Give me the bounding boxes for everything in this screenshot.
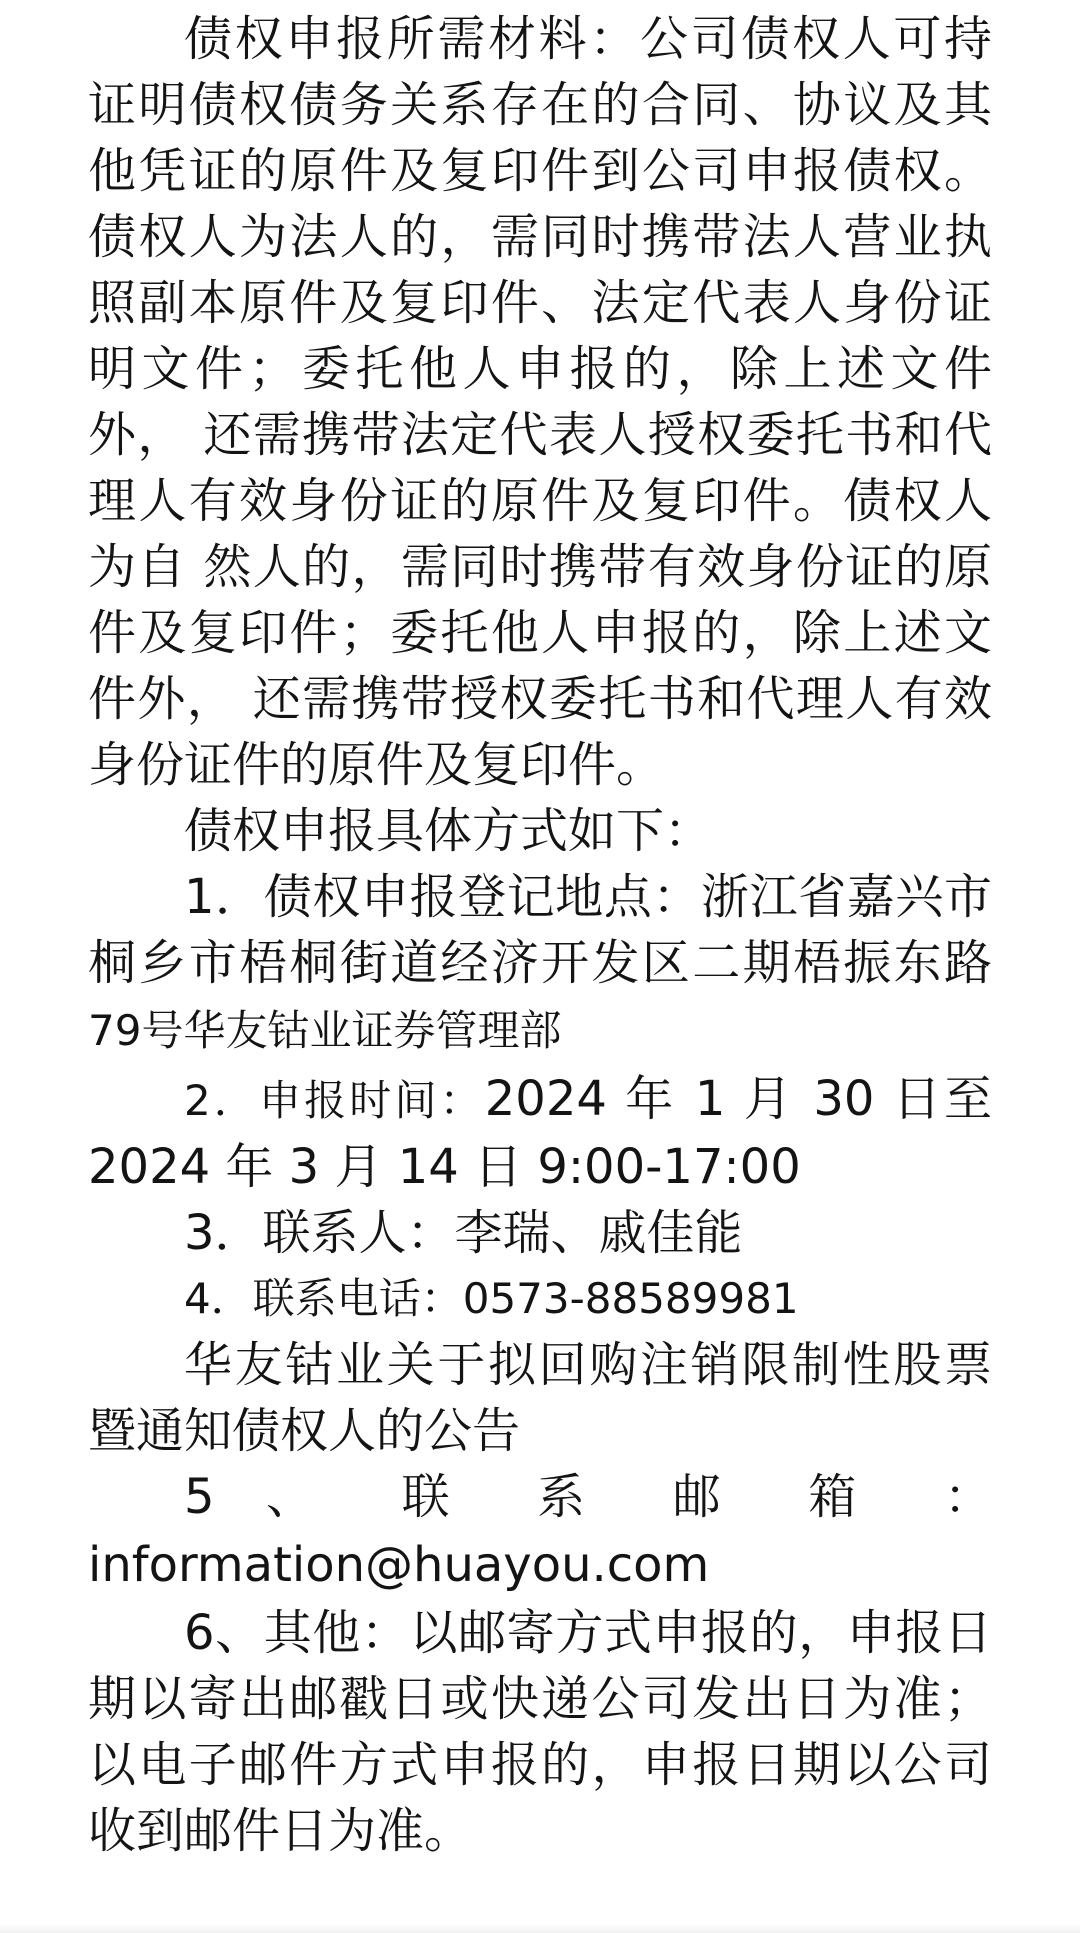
bottom-edge — [0, 1923, 1080, 1933]
methods-heading: 债权申报具体方式如下： — [184, 803, 713, 859]
item-4-phone: 4．联系电话：0573-88589981 — [184, 1274, 799, 1323]
item-1-number: 79 — [88, 1006, 142, 1055]
item-1-location — [88, 864, 992, 1064]
notice-title: 华友钴业关于拟回购注销限制性股票暨通知债权人的公告 — [88, 1337, 992, 1459]
item-1-suffix: 号华友钴业证券管理部 — [141, 1006, 562, 1055]
document-body — [88, 6, 992, 1864]
item-2-lead: 2．申报时间： — [184, 1076, 485, 1125]
item-5-email[interactable]: information@huayou.com — [88, 1537, 710, 1593]
item-5-email-label: 5 、 联 系 邮 箱 ： — [184, 1469, 992, 1525]
item-3-contact: 3．联系人：李瑞、戚佳能 — [184, 1205, 743, 1261]
item-2-time — [88, 1066, 992, 1200]
item-1-prefix: 1．债权申报登记地点：浙江省嘉兴市桐乡市梧桐街道经济开发区二期梧振东路 — [88, 869, 992, 991]
materials-paragraph: 债权申报所需材料：公司债权人可持证明债权债务关系存在的合同、协议及其 他凭证的原件及复印件到公司申报债权。债权人为法人的，需同时携带法人营业执 照副本原件及复印件、法定代表人身份证明文件；委托他人申报的，除上述文件外， 还需携带法定代表人授权委托书和代理人有效身份证的原件及复印件。债权人为自 然人的，需同时携带有效身份证的原件及复印件；委托他人申报的，除上述文件外， 还需携带授权委托书和代理人有效身份证件的原件及复印件。 — [88, 11, 992, 793]
item-6-other: 6、其他：以邮寄方式申报的，申报日期以寄出邮戳日或快递公司发出日为准；以电子邮件方式申报的，申报日期以公司收到邮件日为准。 — [88, 1605, 992, 1859]
item-2-body: 2024 年 1 月 30 日至 2024 年 3 月 14 日 9:00-17:00 — [88, 1071, 992, 1195]
